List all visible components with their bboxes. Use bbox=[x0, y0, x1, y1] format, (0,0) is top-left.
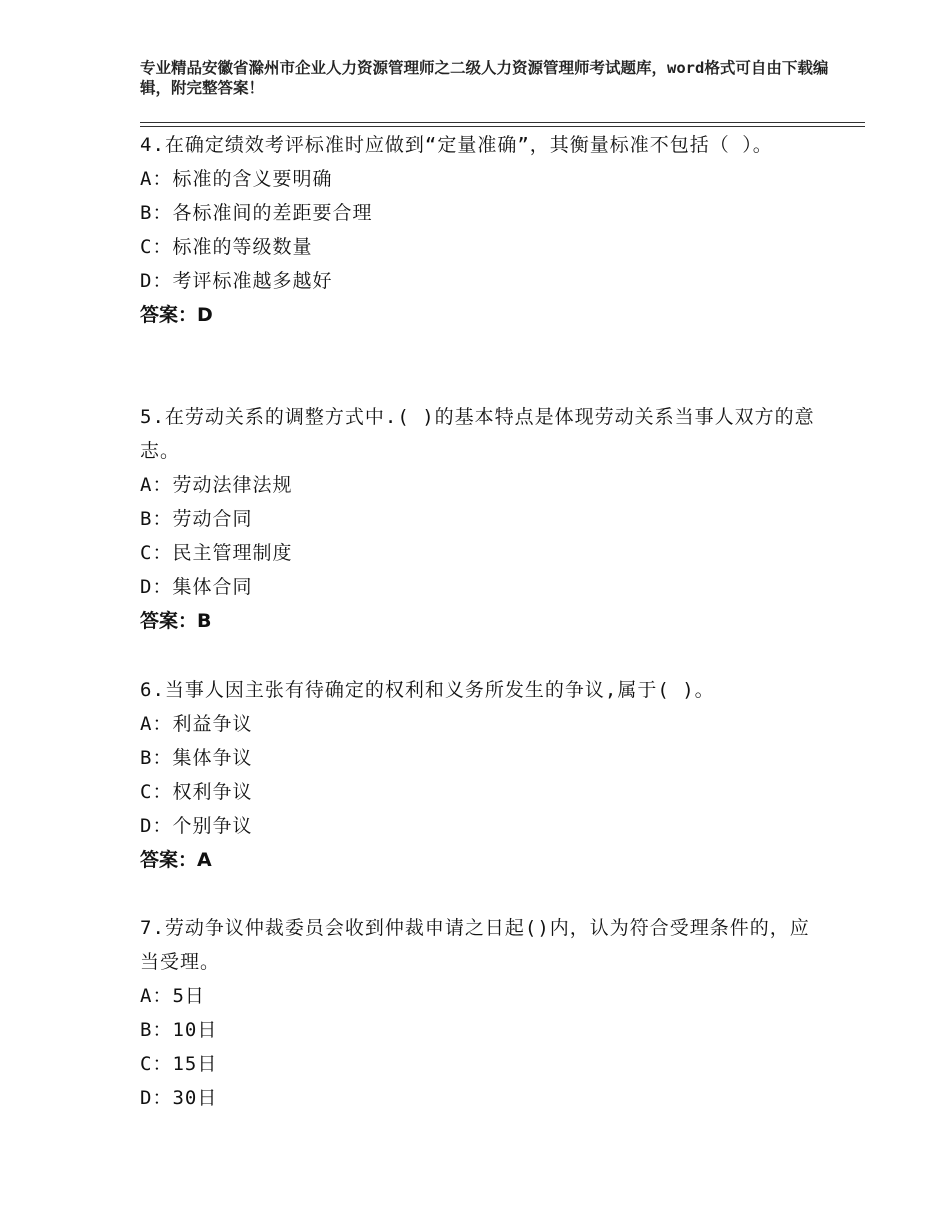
answer-label: 答案：D bbox=[140, 304, 213, 326]
option-c: C：标准的等级数量 bbox=[140, 236, 313, 258]
question-stem: 6.当事人因主张有待确定的权利和义务所发生的争议,属于( )。 bbox=[140, 679, 715, 701]
question-6 bbox=[140, 673, 820, 877]
option-a: A：5日 bbox=[140, 985, 205, 1007]
option-a: A：利益争议 bbox=[140, 713, 253, 735]
question-4 bbox=[140, 128, 820, 332]
option-b: B：10日 bbox=[140, 1019, 218, 1041]
option-a: A：标准的含义要明确 bbox=[140, 168, 333, 190]
option-c: C：民主管理制度 bbox=[140, 542, 293, 564]
option-b: B：集体争议 bbox=[140, 747, 253, 769]
option-d: D：考评标准越多越好 bbox=[140, 270, 333, 292]
option-c: C：15日 bbox=[140, 1053, 218, 1075]
option-d: D：集体合同 bbox=[140, 576, 253, 598]
document-header: 专业精品安徽省滁州市企业人力资源管理师之二级人力资源管理师考试题库，word格式可自由下载编辑，附完整答案！ bbox=[140, 59, 829, 97]
question-7 bbox=[140, 911, 820, 1115]
option-d: D：30日 bbox=[140, 1087, 218, 1109]
question-stem: 5.在劳动关系的调整方式中.( )的基本特点是体现劳动关系当事人双方的意志。 bbox=[140, 406, 815, 462]
option-b: B：各标准间的差距要合理 bbox=[140, 202, 373, 224]
question-stem: 4.在确定绩效考评标准时应做到“定量准确”，其衡量标准不包括（ ）。 bbox=[140, 134, 773, 156]
option-a: A：劳动法律法规 bbox=[140, 474, 293, 496]
option-b: B：劳动合同 bbox=[140, 508, 253, 530]
answer-label: 答案：B bbox=[140, 610, 212, 632]
answer-label: 答案：A bbox=[140, 849, 212, 871]
option-c: C：权利争议 bbox=[140, 781, 253, 803]
header-divider-top bbox=[140, 122, 865, 123]
header-divider-bottom bbox=[140, 126, 865, 127]
question-stem: 7.劳动争议仲裁委员会收到仲裁申请之日起()内，认为符合受理条件的，应当受理。 bbox=[140, 917, 810, 973]
question-5 bbox=[140, 400, 820, 638]
option-d: D：个别争议 bbox=[140, 815, 253, 837]
